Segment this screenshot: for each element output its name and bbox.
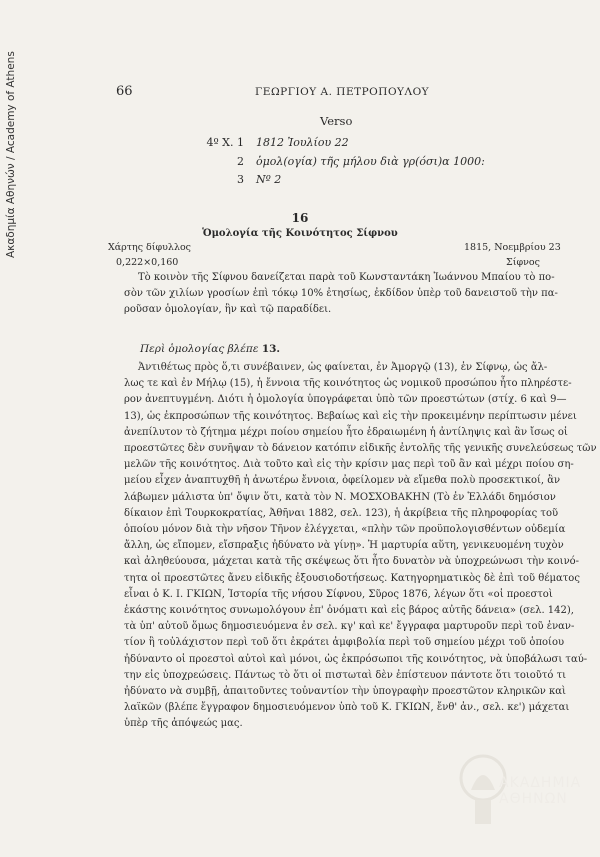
commentary-line: 13), ὡς ἐκπροσώπων τῆς κοινότητος. Βεβαίως καὶ εἰς τὴν προκειμένην περίπτωσιν μένει bbox=[124, 410, 577, 422]
document-title: Ὁμολογία τῆς Κοινότητος Σίφνου bbox=[202, 228, 398, 239]
academy-watermark bbox=[445, 750, 582, 840]
see-reference-number: 13. bbox=[261, 343, 281, 355]
commentary-line: τὰ ὑπ' αὐτοῦ ὅμως δημοσιευόμενα ἐν σελ. κγ' καὶ κε' ἔγγραφα μαρτυροῦν περὶ τοῦ ἐναν- bbox=[124, 621, 575, 633]
paper-size: 0,222×0,160 bbox=[116, 257, 179, 268]
commentary-line: ἑκάστης κοινότητος συνωμολόγουν ἐπ' ὀνόματι καὶ εἰς βάρος αὐτῆς δάνεια» (σελ. 142), bbox=[124, 605, 574, 617]
verso-label: Verso bbox=[320, 114, 353, 128]
commentary-line: λάβωμεν μάλιστα ὑπ' ὄψιν ὅτι, κατὰ τὸν Ν. ΜΟΣΧΟΒΑΚΗΝ (Τὸ ἐν Ἑλλάδι δημόσιον bbox=[124, 491, 556, 503]
commentary-line: ἠδύναντο οἱ προεστοὶ αὐτοὶ καὶ μόνοι, ὡς ἐκπρόσωποι τῆς κοινότητος, νὰ ὑποβάλωσι ταύ- bbox=[124, 653, 588, 665]
commentary-line: τητα οἱ προεστῶτες ἄνευ εἰδικῆς ἐξουσιοδοτήσεως. Κατηγορηματικὸς δὲ ἐπὶ τοῦ θέματος bbox=[124, 572, 580, 584]
commentary-line: ἠδύνατο νὰ συμβῇ, ἀπαιτοῦντες τοὐναντίον τὴν ὑπογραφὴν προεστῶτον κληρικῶν καὶ bbox=[124, 686, 566, 698]
commentary-line: μελῶν τῆς κοινότητος. Διὰ τοῦτο καὶ εἰς τὴν κρίσιν μας περὶ τοῦ ἂν καὶ μέχρι ποίου ση- bbox=[124, 459, 574, 471]
commentary-line: ἄλλη, ὡς εἴπομεν, εἴσπραξις ἠδύνατο νὰ γίνῃ». Ἡ μαρτυρία αὕτη, γενικευομένη τυχὸν bbox=[124, 540, 564, 552]
commentary-line: ὁποίου μόνον διὰ τὴν νῆσον Τῆνον ἐλέγχεται, «πλὴν τῶν προϋπολογισθέντων οὐδεμία bbox=[124, 524, 566, 536]
summary-line: Τὸ κοινὸν τῆς Σίφνου δανείζεται παρὰ τοῦ Κωνσταντάκη Ἰωάννου Μπαίου τὸ πο- bbox=[138, 272, 555, 283]
watermark-text: ΑΚΑΔΗΜΙΑ ΑΘΗΝΩΝ bbox=[499, 775, 582, 807]
commentary-line: την εἰς ὑποχρεώσεις. Πάντως τὸ ὅτι οἱ πιστωταὶ δὲν ἐπίστευον πάντοτε ὅτι τοιοῦτό τι bbox=[124, 669, 567, 681]
commentary-line: ὑπὲρ τῆς ἀπόψεώς μας. bbox=[124, 718, 243, 730]
commentary-line: δίκαιον ἐπὶ Τουρκοκρατίας, Ἀθῆναι 1882, σελ. 123), ἡ ἀκρίβεια τῆς πληροφορίας τοῦ bbox=[124, 507, 559, 519]
commentary-line: ρον ἀνεπτυγμένη. Διότι ἡ ὁμολογία ὑπογράφεται ὑπὸ τῶν προεστώτων (στίχ. 6 καὶ 9— bbox=[124, 394, 567, 406]
summary-paragraph bbox=[124, 270, 558, 319]
commentary-line: τίον ἢ τοὐλάχιστον περὶ τοῦ ὅτι ἐκράτει ἀμφιβολία περὶ τοῦ σημείου μέχρι τοῦ ὁποίου bbox=[124, 637, 565, 649]
document-place: Σίφνος bbox=[506, 257, 540, 268]
verso-line-number: 4º Χ. 1 bbox=[206, 136, 244, 149]
running-title: ΓΕΩΡΓΙΟΥ Α. ΠΕΤΡΟΠΟΥΛΟΥ bbox=[255, 86, 430, 98]
see-reference bbox=[140, 343, 280, 355]
page-number: 66 bbox=[116, 84, 133, 99]
verso-line-text: 1812 Ἰουλίου 22 bbox=[256, 136, 349, 149]
verso-line-text: Νº 2 bbox=[256, 173, 282, 186]
commentary-line: καὶ ἀληθεύουσα, μάχεται κατὰ τῆς σκέψεως ὅτι ἦτο δυνατὸν νὰ ὑποχρεώνωσι τὴν κοινό- bbox=[124, 556, 580, 568]
see-reference-text: Περὶ ὁμολογίας βλέπε bbox=[140, 343, 259, 355]
summary-line: ροῦσαν ὁμολογίαν, ἣν καὶ τῷ παραδίδει. bbox=[124, 304, 332, 316]
summary-line: σὸν τῶν χιλίων γροσίων ἐπὶ τόκῳ 10% ἐτησίως, ἐκδίδον ὑπὲρ τοῦ δανειστοῦ τὴν πα- bbox=[124, 288, 558, 300]
document-date: 1815, Νοεμβρίου 23 bbox=[464, 242, 561, 253]
commentary-line: λαϊκῶν (βλέπε ἔγγραφον δημοσιευόμενον ὑπὸ τοῦ Κ. ΓΚΙΩΝ, ἔνθ' ἀν., σελ. κε') μάχεται bbox=[124, 702, 570, 714]
commentary-line: Ἀντιθέτως πρὸς ὅ,τι συνέβαινεν, ὡς φαίνεται, ἐν Ἀμοργῷ (13), ἐν Σίφνῳ, ὡς ἄλ- bbox=[138, 362, 548, 373]
verso-line-text: ὁμολ(ογία) τῆς μήλου διὰ γρ(όσι)α 1000: bbox=[256, 155, 485, 168]
verso-line-number: 2 bbox=[237, 155, 244, 168]
verso-line-number: 3 bbox=[237, 173, 244, 186]
document-number: 16 bbox=[291, 211, 309, 225]
commentary-paragraph bbox=[124, 360, 597, 733]
paper-type: Χάρτης δίφυλλος bbox=[108, 242, 192, 253]
commentary-line: εἶναι ὁ Κ. Ι. ΓΚΙΩΝ, Ἱστορία τῆς νήσου Σίφνου, Σῦρος 1876, λέγων ὅτι «οἱ προεστοὶ bbox=[124, 588, 553, 600]
commentary-line: προεστῶτες δὲν συνῆψαν τὸ δάνειον κατόπιν εἰδικῆς ἐντολῆς τῆς γενικῆς συνελεύσεως τῶν bbox=[124, 443, 597, 455]
archive-side-label: Ακαδημία Αθηνών / Academy of Athens bbox=[5, 51, 17, 259]
commentary-line: μείου εἶχεν ἀναπτυχθῆ ἡ ἀνωτέρω ἔννοια, ὀφείλομεν νὰ εἴμεθα πολὺ προσεκτικοί, ἂν bbox=[124, 475, 561, 487]
commentary-line: λως τε καὶ ἐν Μήλῳ (15), ἡ ἔννοια τῆς κοινότητος ὡς νομικοῦ προσώπου ἦτο πληρέστε- bbox=[124, 378, 572, 390]
commentary-line: ἀνεπίλυτον τὸ ζήτημα μέχρι ποίου σημείου ἦτο ἑδραιωμένη ἡ ἀντίληψις καὶ ἂν ἴσως οἱ bbox=[124, 426, 568, 438]
